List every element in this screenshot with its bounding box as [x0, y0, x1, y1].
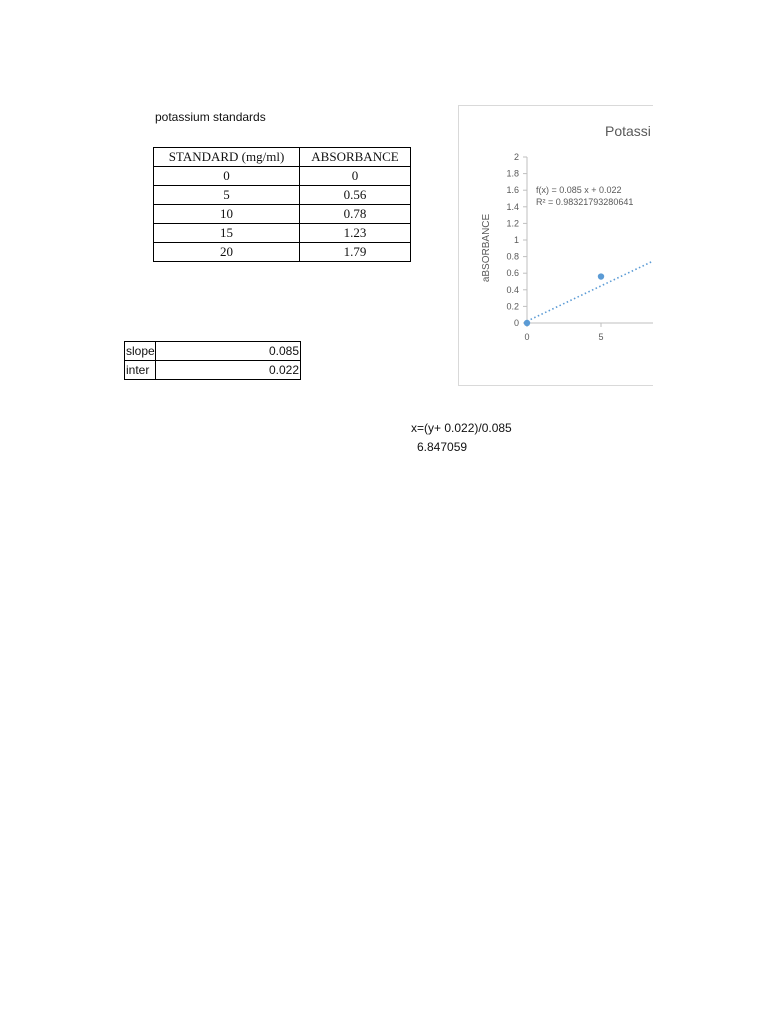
- table-cell[interactable]: 0.78: [300, 205, 411, 224]
- table-cell[interactable]: 20: [154, 243, 300, 262]
- column-header-absorbance[interactable]: ABSORBANCE: [300, 148, 411, 167]
- trendline-equation: f(x) = 0.085 x + 0.022: [536, 185, 622, 195]
- table-row: [154, 186, 411, 205]
- table-cell[interactable]: 0: [154, 167, 300, 186]
- table-row: [154, 243, 411, 262]
- standards-table: [153, 147, 411, 262]
- data-point: [524, 320, 530, 326]
- data-point: [598, 273, 604, 279]
- coefficients-table: [124, 341, 301, 380]
- table-cell[interactable]: 0.56: [300, 186, 411, 205]
- intercept-row: [125, 361, 301, 380]
- table-row: [154, 205, 411, 224]
- y-tick-label: 1: [513, 235, 519, 245]
- x-tick-label: 0: [524, 332, 530, 342]
- y-tick-label: 1.2: [506, 218, 519, 229]
- table-cell[interactable]: 15: [154, 224, 300, 243]
- y-tick-label: 0.2: [506, 301, 519, 312]
- table-cell[interactable]: 5: [154, 186, 300, 205]
- slope-row: [125, 342, 301, 361]
- y-tick-label: 1.8: [506, 168, 519, 179]
- slope-value[interactable]: 0.085: [156, 342, 301, 361]
- table-header-row: [154, 148, 411, 167]
- slope-label[interactable]: slope: [125, 342, 156, 361]
- y-tick-label: 0.4: [506, 284, 519, 295]
- y-tick-label: 2: [513, 152, 519, 162]
- table-cell[interactable]: 1.23: [300, 224, 411, 243]
- y-tick-label: 0: [513, 318, 519, 328]
- chart-frame[interactable]: [458, 105, 653, 386]
- table-cell[interactable]: 0: [300, 167, 411, 186]
- y-axis-title: aBSORBANCE: [481, 213, 492, 283]
- intercept-label[interactable]: inter: [125, 361, 156, 380]
- r-squared-label: R² = 0.98321793280641: [536, 197, 634, 207]
- scatter-chart: [459, 106, 653, 385]
- intercept-value[interactable]: 0.022: [156, 361, 301, 380]
- table-row: [154, 224, 411, 243]
- y-tick-label: 1.4: [506, 201, 519, 212]
- y-tick-label: 0.8: [506, 251, 519, 262]
- result-value: 6.847059: [417, 440, 468, 454]
- column-header-standard[interactable]: STANDARD (mg/ml): [154, 148, 300, 167]
- chart-title: Potassi: [605, 123, 651, 139]
- table-cell[interactable]: 10: [154, 205, 300, 224]
- y-tick-label: 1.6: [506, 185, 519, 196]
- y-tick-label: 0.6: [506, 268, 519, 279]
- x-tick-label: 5: [598, 332, 604, 342]
- sheet-title: potassium standards: [155, 110, 266, 124]
- table-row: [154, 167, 411, 186]
- table-cell[interactable]: 1.79: [300, 243, 411, 262]
- formula-text: x=(y+ 0.022)/0.085: [411, 421, 512, 435]
